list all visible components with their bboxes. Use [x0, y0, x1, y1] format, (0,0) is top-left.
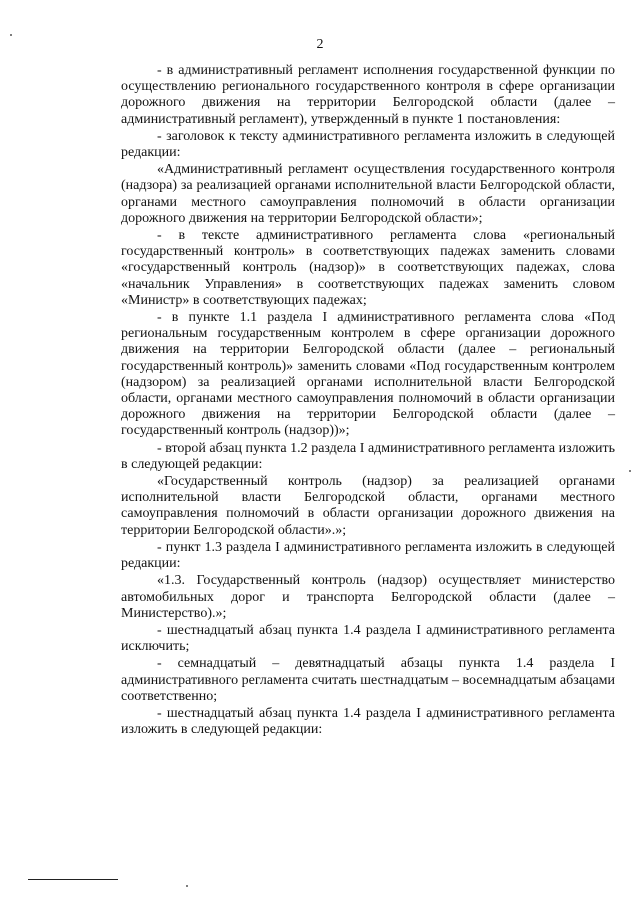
paragraph: - пункт 1.3 раздела I административного регламента изложить в следующей редакции:	[121, 539, 615, 572]
scan-speck	[10, 34, 12, 36]
paragraph: - второй абзац пункта 1.2 раздела I административного регламента изложить в следующей редакции:	[121, 440, 615, 472]
paragraph: - шестнадцатый абзац пункта 1.4 раздела I административного регламента исключить;	[121, 622, 615, 655]
scan-speck	[186, 885, 188, 887]
paragraph: - в пункте 1.1 раздела I административного регламента слова «Под региональным государственным контролем в сфере организации дорожного движения на территории Белгородской области (далее – региональный государственный контроль)» заменить словами «Под государственным контролем (надзором) за реализацией органами исполнительной власти Белгородской области, органами местного самоуправления полномочий в области организации дорожного движения на территории Белгородской области (далее – государственный контроль (надзор))»;	[121, 310, 615, 439]
paragraph: - семнадцатый – девятнадцатый абзацы пункта 1.4 раздела I административного регламента считать шестнадцатым – восемнадцатым абзацами соответственно;	[121, 656, 616, 704]
page-number: 2	[316, 37, 324, 52]
paragraph: - заголовок к тексту административного регламента изложить в следующей редакции:	[121, 128, 615, 161]
paragraph: «Административный регламент осуществления государственного контроля (надзора) за реализацией органами исполнительной власти Белгородской области, органами местного самоуправления полномочий в области организации дорожного движения на территории Белгородской области»;	[121, 162, 615, 226]
paragraph: - шестнадцатый абзац пункта 1.4 раздела I административного регламента изложить в следующей редакции:	[121, 705, 615, 738]
paragraph: «Государственный контроль (надзор) за реализацией органами исполнительной власти Белгородской области, органами местного самоуправления полномочий в области организации дорожного движения на территории Белгородской области».»;	[121, 474, 615, 538]
paragraph: - в тексте административного регламента слова «региональный государственный контроль» в соответствующих падежах заменить словами «государственный контроль (надзор)» в соответствующих падежах, слова «начальник Управления» в соответствующих падежах заменить словом «Министр» в соответствующих падежах;	[121, 228, 615, 308]
paragraph: - в административный регламент исполнения государственной функции по осуществлению регионального государственного контроля в сфере организации дорожного движения на территории Белгородской области (далее – административный регламент), утвержденный в пункте 1 постановления:	[121, 63, 615, 127]
scan-speck	[629, 470, 631, 472]
document-body	[121, 63, 615, 739]
footnote-divider	[28, 879, 118, 880]
paragraph: «1.3. Государственный контроль (надзор) осуществляет министерство автомобильных дорог и транспорта Белгородской области (далее – Министерство).»;	[121, 573, 615, 621]
